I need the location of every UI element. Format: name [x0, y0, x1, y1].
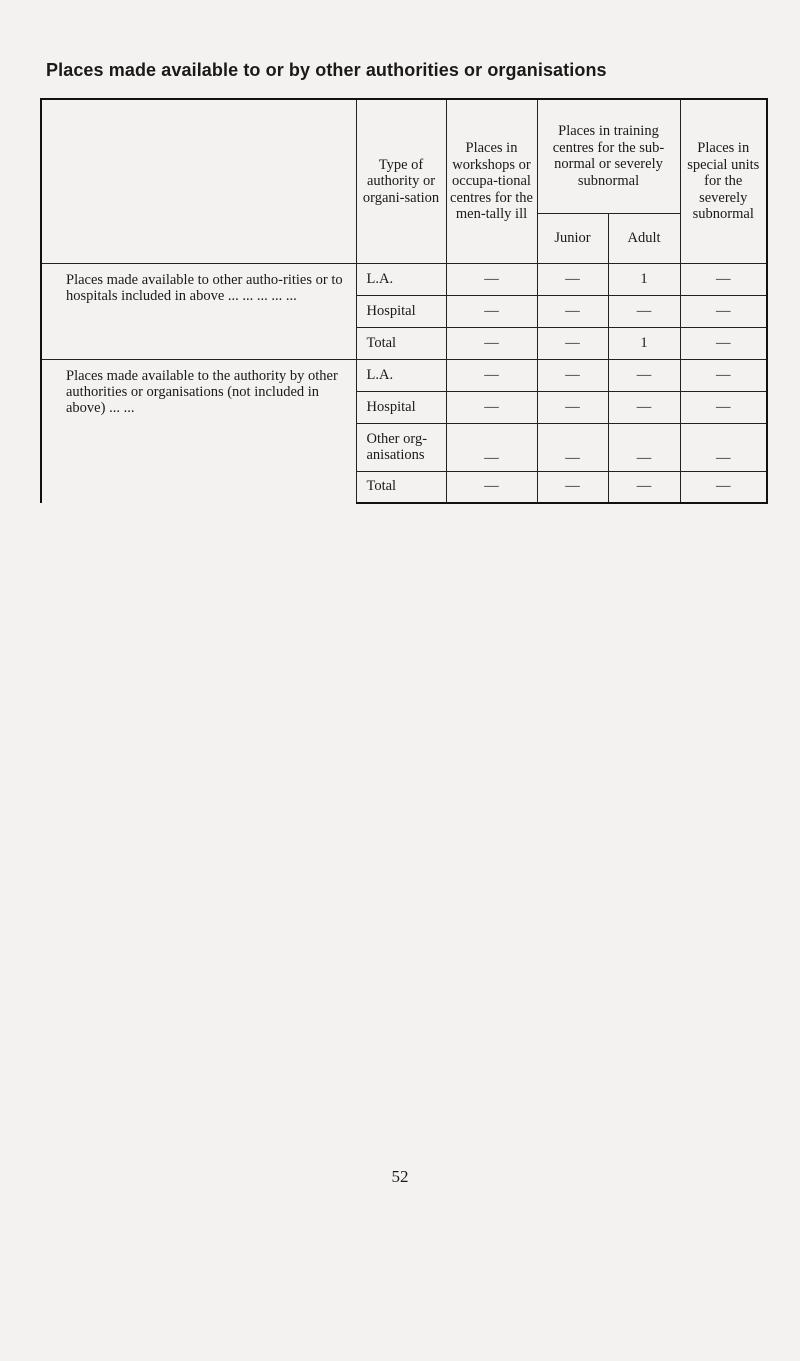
section-label: Places made available to the authority by other authorities or organisations (not included in above) ... ...	[41, 359, 356, 503]
special-cell: —	[680, 327, 767, 359]
header-workshops	[446, 99, 537, 263]
header-training-label: Places in training centres for the sub-normal or severely subnormal	[552, 123, 665, 189]
adult-cell: —	[608, 359, 680, 391]
type-cell: L.A.	[356, 263, 446, 295]
special-cell: —	[680, 263, 767, 295]
special-cell: —	[680, 391, 767, 423]
special-cell: —	[680, 359, 767, 391]
header-workshops-label: Places in workshops or occupa-tional centres for the men-tally ill	[450, 140, 533, 222]
adult-cell: 1	[608, 263, 680, 295]
junior-cell: —	[537, 263, 608, 295]
junior-cell: —	[537, 391, 608, 423]
table-row	[41, 359, 767, 391]
table-row	[41, 263, 767, 295]
workshops-cell: —	[446, 263, 537, 295]
type-cell: Total	[356, 327, 446, 359]
special-cell: —	[680, 471, 767, 503]
header-blank	[41, 99, 356, 263]
junior-cell: —	[537, 327, 608, 359]
workshops-cell: —	[446, 327, 537, 359]
workshops-cell: —	[446, 471, 537, 503]
type-cell: Hospital	[356, 295, 446, 327]
header-special-label: Places in special units for the severely subnormal	[687, 140, 760, 222]
type-cell: Hospital	[356, 391, 446, 423]
header-special	[680, 99, 767, 263]
workshops-cell: —	[446, 391, 537, 423]
header-junior: Junior	[537, 213, 608, 263]
header-row	[41, 99, 767, 213]
adult-cell: —	[608, 471, 680, 503]
type-cell: Total	[356, 471, 446, 503]
header-type	[356, 99, 446, 263]
adult-cell: —	[608, 423, 680, 471]
header-adult: Adult	[608, 213, 680, 263]
adult-cell: —	[608, 295, 680, 327]
section-label: Places made available to other autho-rities or to hospitals included in above ... ... ... ... ...	[41, 263, 356, 359]
junior-cell: —	[537, 423, 608, 471]
header-training	[537, 99, 680, 213]
adult-cell: 1	[608, 327, 680, 359]
page-number: 52	[391, 1167, 409, 1186]
special-cell: —	[680, 295, 767, 327]
header-type-label: Type of authority or organi-sation	[362, 156, 440, 206]
adult-cell: —	[608, 391, 680, 423]
workshops-cell: —	[446, 423, 537, 471]
places-table	[40, 98, 768, 504]
workshops-cell: —	[446, 295, 537, 327]
workshops-cell: —	[446, 359, 537, 391]
special-cell: —	[680, 423, 767, 471]
type-cell: L.A.	[356, 359, 446, 391]
type-cell: Other org-anisations	[356, 423, 446, 471]
junior-cell: —	[537, 471, 608, 503]
junior-cell: —	[537, 295, 608, 327]
page-title: Places made available to or by other authorities or organisations	[46, 60, 607, 80]
junior-cell: —	[537, 359, 608, 391]
